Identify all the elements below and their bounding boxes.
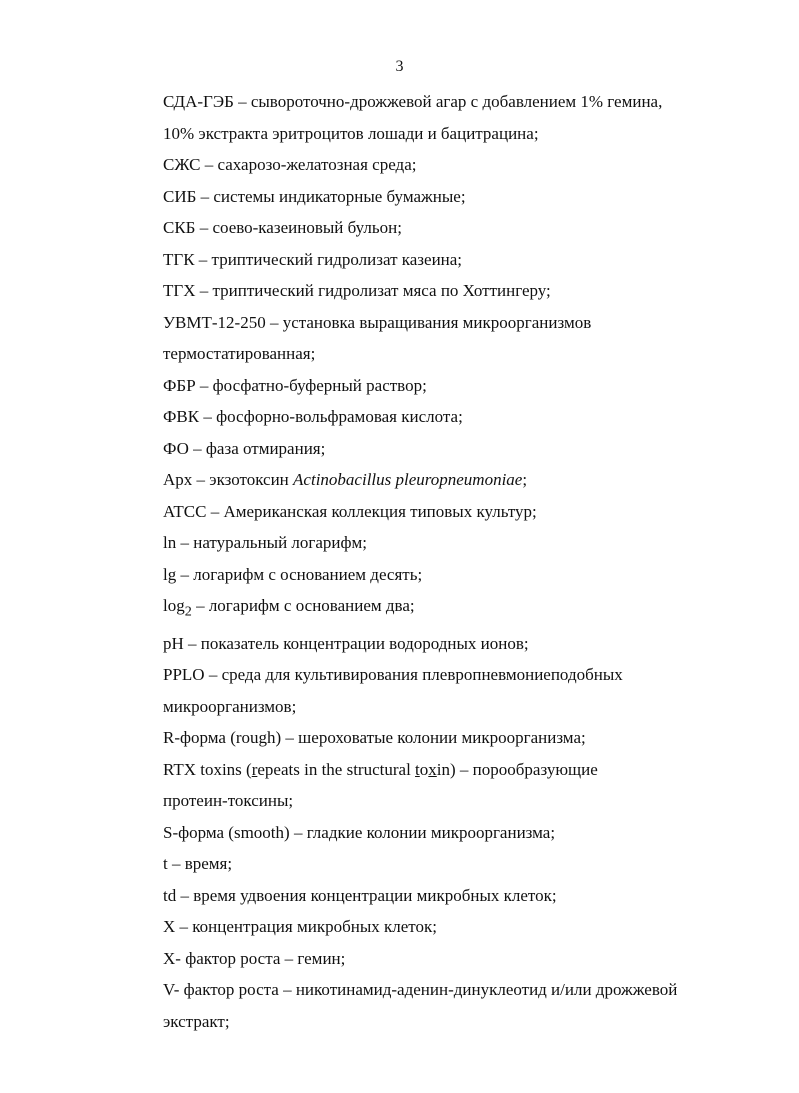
entry-line: микроорганизмов;: [163, 696, 297, 716]
entry-line: ТГК – триптический гидролизат казеина;: [163, 249, 463, 269]
list-item: [163, 496, 763, 528]
page-number: 3: [395, 58, 404, 75]
rtx-underlined-letter: x: [428, 759, 437, 779]
entry-line: УВМТ-12-250 – установка выращивания микроорганизмов: [163, 312, 592, 332]
entry-line: S-форма (smooth) – гладкие колонии микроорганизма;: [163, 822, 556, 842]
rtx-underlined-letter: t: [415, 759, 420, 779]
list-item: [163, 244, 763, 276]
list-item: [163, 848, 763, 880]
list-item: [163, 464, 763, 496]
list-item: [163, 590, 763, 628]
entry-line: СКБ – соево-казеиновый бульон;: [163, 218, 402, 237]
entry-line: ATCC – Американская коллекция типовых культур;: [163, 501, 537, 521]
list-item: [163, 628, 763, 660]
entry-line: СДА-ГЭБ – сывороточно-дрожжевой агар с добавлением 1% гемина,: [163, 92, 663, 111]
list-item: [163, 86, 763, 149]
rtx-text: o: [419, 759, 429, 779]
list-item: [163, 943, 763, 975]
entry-line: термостатированная;: [163, 344, 316, 363]
list-item: [163, 722, 763, 754]
entry-line: ФВК – фосфорно-вольфрамовая кислота;: [163, 407, 463, 426]
entry-line: ФБР – фосфатно-буферный раствор;: [163, 375, 427, 395]
entry-line: t – время;: [163, 854, 233, 874]
list-item: [163, 880, 763, 912]
species-name: Actinobacillus pleuropneumoniae: [293, 470, 523, 489]
entry-line: [163, 754, 763, 786]
list-item: [163, 817, 763, 849]
entry-suffix: ;: [522, 470, 528, 489]
entry-line: V- фактор роста – никотинамид-аденин-динуклеотид и/или дрожжевой: [163, 980, 678, 1000]
list-item: [163, 433, 763, 465]
list-item: [163, 370, 763, 402]
list-item: [163, 212, 763, 244]
rtx-text: in) – порообразующие: [436, 759, 598, 779]
list-item: [163, 974, 763, 1037]
entry-line: X – концентрация микробных клеток;: [163, 917, 437, 937]
list-item: [163, 659, 763, 722]
entry-line: СИБ – системы индикаторные бумажные;: [163, 186, 466, 206]
entry-line: [163, 464, 763, 496]
list-item: [163, 307, 763, 370]
entry-prefix: log: [163, 596, 185, 615]
entry-line: протеин-токсины;: [163, 791, 294, 811]
rtx-underlined-letter: r: [251, 759, 258, 779]
list-item: [163, 275, 763, 307]
entry-prefix: Apx – экзотоксин: [163, 470, 294, 489]
list-item: [163, 911, 763, 943]
list-item: [163, 527, 763, 559]
rtx-text: RTX toxins (: [163, 759, 252, 779]
entry-line: ТГХ – триптический гидролизат мяса по Хоттингеру;: [163, 281, 551, 300]
entry-line: ФО – фаза отмирания;: [163, 438, 326, 458]
rtx-text: epeats in the structural: [257, 759, 416, 779]
entry-line: R-форма (rough) – шероховатые колонии микроорганизма;: [163, 728, 586, 748]
entry-line: PPLO – среда для культивирования плевропневмониеподобных: [163, 665, 623, 685]
list-item: [163, 754, 763, 817]
entry-line: pH – показатель концентрации водородных ионов;: [163, 633, 529, 653]
entry-line: 10% экстракта эритроцитов лошади и бацитрацина;: [163, 123, 539, 143]
entry-line: ln – натуральный логарифм;: [163, 533, 368, 552]
list-item: [163, 559, 763, 591]
entry-line: [163, 590, 763, 628]
entry-line: td – время удвоения концентрации микробных клеток;: [163, 885, 557, 905]
list-item: [163, 401, 763, 433]
entry-line: X- фактор роста – гемин;: [163, 948, 346, 968]
subscript: 2: [184, 603, 192, 620]
abbreviation-list: [163, 86, 763, 1037]
list-item: [163, 181, 763, 213]
entry-line: экстракт;: [163, 1011, 230, 1031]
entry-line: СЖС – сахарозо-желатозная среда;: [163, 155, 417, 174]
entry-line: lg – логарифм с основанием десять;: [163, 564, 423, 584]
list-item: [163, 149, 763, 181]
entry-suffix: – логарифм с основанием два;: [191, 596, 415, 615]
